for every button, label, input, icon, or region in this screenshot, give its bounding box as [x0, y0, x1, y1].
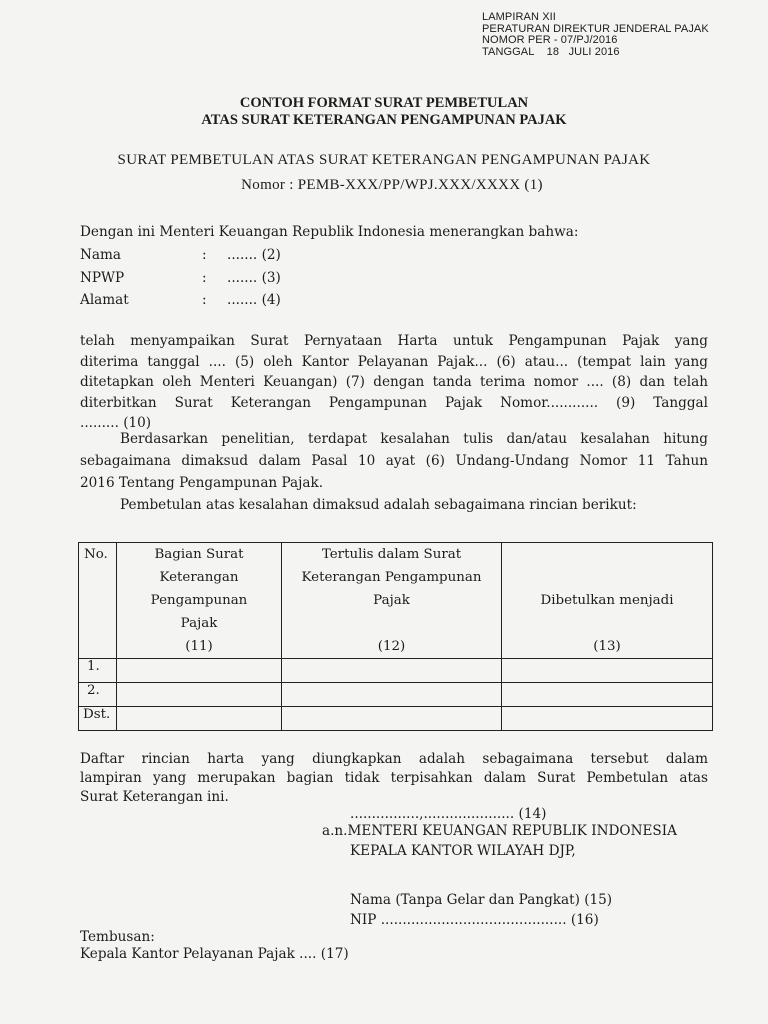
- table-header-bagian: [117, 543, 282, 659]
- table-header-no: [79, 543, 117, 659]
- header-text: (12): [377, 639, 406, 654]
- paragraph-line: sebagaimana dimaksud dalam Pasal 10 ayat (6) Undang-Undang Nomor 11 Tahun: [80, 453, 708, 469]
- field-separator: :: [202, 247, 207, 263]
- paragraph-line-text: Berdasarkan penelitian, terdapat kesalahan tulis dan/atau kesalahan hitung: [120, 431, 708, 447]
- field-label-alamat: Alamat: [80, 292, 129, 308]
- header-text: (11): [185, 639, 213, 654]
- paragraph-line: Surat Keterangan ini.: [80, 789, 229, 805]
- table-cell: [502, 659, 713, 683]
- field-value-npwp: ....... (3): [227, 270, 281, 286]
- appendix-header: [482, 12, 709, 58]
- header-text: Pajak: [180, 616, 218, 631]
- header-text: (13): [593, 639, 621, 654]
- header-line: NOMOR PER - 07/PJ/2016: [482, 34, 618, 46]
- table-cell: [502, 683, 713, 707]
- table-cell: [282, 659, 502, 683]
- table-cell: 1.: [79, 659, 117, 683]
- intro-text: Dengan ini Menteri Keuangan Republik Indonesia menerangkan bahwa:: [80, 224, 579, 240]
- signature-nip: NIP ........................................... (16): [350, 912, 599, 928]
- letter-heading: SURAT PEMBETULAN ATAS SURAT KETERANGAN PENGAMPUNAN PAJAK: [117, 152, 651, 168]
- table-cell: [117, 659, 282, 683]
- field-value-nama: ....... (2): [227, 247, 281, 263]
- document-title-line-1: CONTOH FORMAT SURAT PEMBETULAN: [239, 95, 529, 111]
- table-cell: [117, 683, 282, 707]
- table-row: [79, 659, 713, 683]
- header-text: No.: [84, 547, 108, 562]
- header-text: Pajak: [373, 593, 410, 608]
- table-header-dibetulkan: [502, 543, 713, 659]
- header-text: [506, 566, 708, 589]
- cc-label: Tembusan:: [80, 929, 155, 945]
- table-cell: [502, 707, 713, 731]
- header-line: TANGGAL 18 JULI 2016: [482, 45, 620, 58]
- header-text: [506, 543, 708, 566]
- letter-number: Nomor : PEMB-XXX/PP/WPJ.XXX/XXXX (1): [241, 177, 543, 193]
- table-row: [79, 707, 713, 731]
- field-value-alamat: ....... (4): [227, 292, 281, 308]
- cc-item: Kepala Kantor Pelayanan Pajak .... (17): [80, 946, 349, 962]
- paragraph-line: 2016 Tentang Pengampunan Pajak.: [80, 475, 324, 491]
- header-text: [506, 612, 708, 635]
- signature-position: KEPALA KANTOR WILAYAH DJP,: [350, 843, 576, 859]
- paragraph-line: ditetapkan oleh Menteri Keuangan) (7) dengan tanda terima nomor .... (8) dan telah: [80, 374, 708, 390]
- paragraph-line: diterima tanggal .... (5) oleh Kantor Pelayanan Pajak... (6) atau... (tempat lain yang: [80, 353, 708, 370]
- paragraph-submission: [80, 331, 708, 434]
- paragraph-appendix-note: [80, 750, 708, 807]
- document-title-line-2: ATAS SURAT KETERANGAN PENGAMPUNAN PAJAK: [201, 112, 567, 128]
- table-header-row: [79, 543, 713, 659]
- table-cell: [282, 683, 502, 707]
- header-text: Bagian Surat: [154, 547, 244, 562]
- field-label-npwp: NPWP: [80, 270, 125, 286]
- header-text: Dibetulkan menjadi: [540, 593, 674, 608]
- signature-on-behalf: a.n.MENTERI KEUANGAN REPUBLIK INDONESIA: [322, 823, 677, 839]
- paragraph-line: telah menyampaikan Surat Pernyataan Harta untuk Pengampunan Pajak yang: [80, 333, 708, 349]
- table-cell: [117, 707, 282, 731]
- table-cell: [282, 707, 502, 731]
- paragraph-line: diterbitkan Surat Keterangan Pengampunan Pajak Nomor............ (9) Tanggal: [80, 394, 708, 411]
- table-row: [79, 683, 713, 707]
- header-line: PERATURAN DIREKTUR JENDERAL PAJAK: [482, 22, 709, 35]
- correction-table: [78, 542, 713, 731]
- paragraph-line: lampiran yang merupakan bagian tidak terpisahkan dalam Surat Pembetulan atas: [80, 770, 708, 786]
- header-line: LAMPIRAN XII: [482, 11, 556, 23]
- header-text: [286, 612, 497, 635]
- signature-name: Nama (Tanpa Gelar dan Pangkat) (15): [350, 892, 613, 908]
- paragraph-line: [80, 428, 708, 450]
- paragraph-findings: [80, 428, 708, 494]
- field-separator: :: [202, 270, 207, 286]
- field-label-nama: Nama: [80, 247, 121, 263]
- field-separator: :: [202, 292, 207, 308]
- header-text: Tertulis dalam Surat: [321, 547, 462, 562]
- paragraph-correction-intro: Pembetulan atas kesalahan dimaksud adalah sebagaimana rincian berikut:: [120, 497, 637, 513]
- table-cell: Dst.: [79, 707, 117, 731]
- table-header-tertulis: [282, 543, 502, 659]
- header-text: Keterangan: [159, 570, 239, 585]
- paragraph-line: ......... (10): [80, 415, 152, 431]
- header-text: Pengampunan: [150, 593, 248, 608]
- paragraph-line: Daftar rincian harta yang diungkapkan adalah sebagaimana tersebut dalam: [80, 751, 708, 767]
- signature-place-date: ................,..................... (14): [350, 806, 547, 822]
- table-cell: 2.: [79, 683, 117, 707]
- header-text: Keterangan Pengampunan: [301, 570, 482, 585]
